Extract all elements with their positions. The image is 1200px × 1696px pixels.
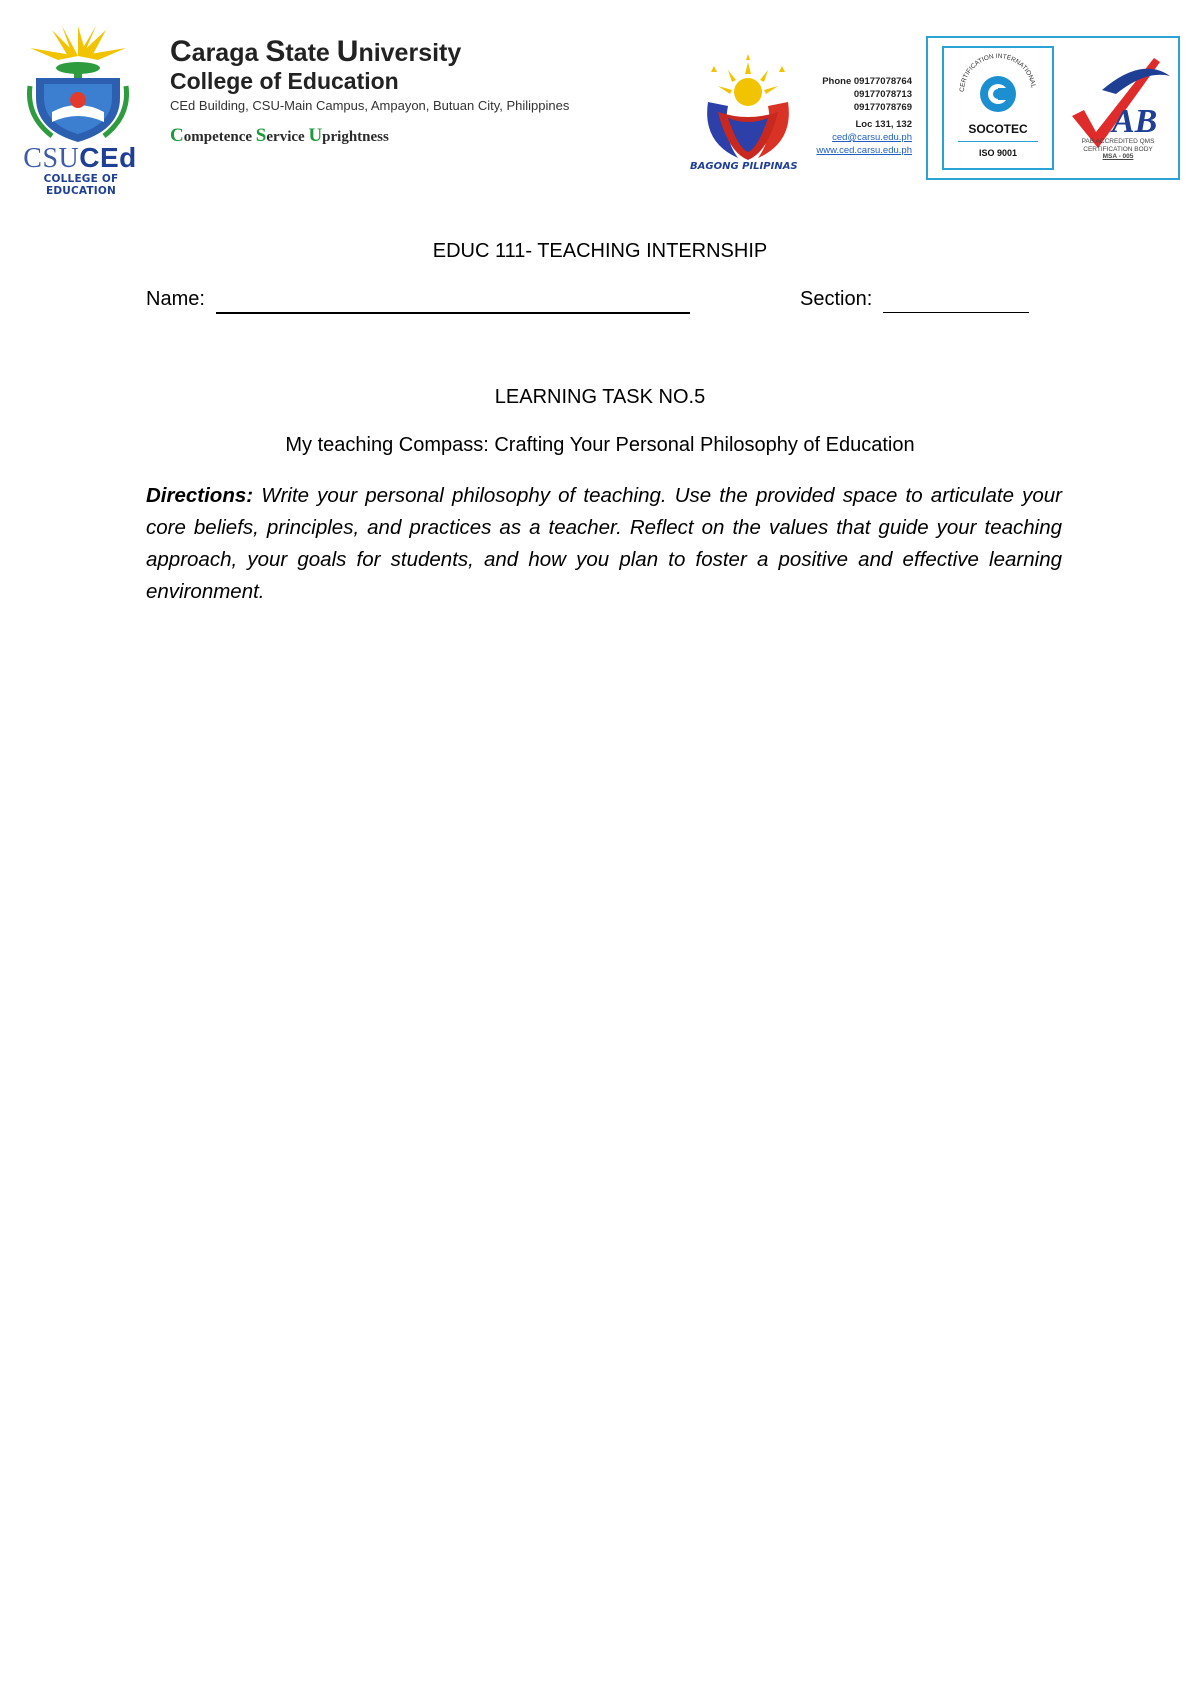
- directions-text: Write your personal philosophy of teaching. Use the provided space to articulate your core beliefs, principles, and practices as a teacher. Reflect on the values that guide your teaching approach, your goals for students, and how you plan to foster a positive and effective learning environment.: [146, 484, 1062, 603]
- website-link[interactable]: www.ced.carsu.edu.ph: [816, 145, 912, 157]
- csu-ced-logo: [10, 26, 145, 197]
- university-name: Caraga State University: [170, 35, 462, 68]
- course-title: EDUC 111- TEACHING INTERNSHIP: [432, 240, 768, 262]
- socotec-ring-icon: [944, 48, 1052, 122]
- task-title: LEARNING TASK NO.5: [494, 386, 706, 408]
- directions-paragraph: [146, 480, 1062, 608]
- phone-line-1: Phone 09177078764: [822, 76, 912, 87]
- ced-seal-icon: [22, 26, 134, 146]
- section-label: Section:: [800, 288, 873, 310]
- section-input-line[interactable]: [883, 312, 1029, 313]
- email-link[interactable]: ced@carsu.edu.ph: [832, 131, 912, 143]
- ced-wordmark: CSUCEd: [23, 142, 137, 174]
- phone-line-2: 09177078713: [853, 89, 912, 101]
- contact-info: [800, 75, 912, 157]
- socotec-divider: [958, 141, 1038, 142]
- bagong-pilipinas-logo-icon: [688, 52, 808, 172]
- phone-line-3: 09177078769: [853, 102, 912, 114]
- university-block: [170, 35, 570, 147]
- directions-label: Directions:: [146, 484, 254, 507]
- name-input-line[interactable]: [216, 312, 690, 314]
- svg-text:CERTIFICATION INTERNATIONAL: CERTIFICATION INTERNATIONAL: [958, 52, 1037, 93]
- socotec-label: SOCOTEC: [968, 122, 1028, 136]
- ced-logo-subtitle: COLLEGE OF EDUCATION: [43, 173, 119, 197]
- college-name: College of Education: [170, 68, 399, 94]
- local-numbers: Loc 131, 132: [855, 118, 912, 130]
- socotec-badge: [942, 46, 1054, 170]
- certification-badges: [926, 36, 1180, 180]
- name-label: Name:: [146, 288, 205, 310]
- college-address: CEd Building, CSU-Main Campus, Ampayon, Butuan City, Philippines: [170, 98, 570, 113]
- iso-label: ISO 9001: [978, 148, 1018, 158]
- bagong-pilipinas-label: BAGONG PILIPINAS: [690, 161, 798, 172]
- pab-caption: PAB ACCREDITED QMS CERTIFICATION BODY MSA - 005: [1081, 138, 1155, 160]
- university-motto: Competence Service Uprightness: [170, 125, 389, 146]
- task-subtitle: My teaching Compass: Crafting Your Personal Philosophy of Education: [285, 434, 915, 456]
- svg-text:AB: AB: [1112, 103, 1158, 140]
